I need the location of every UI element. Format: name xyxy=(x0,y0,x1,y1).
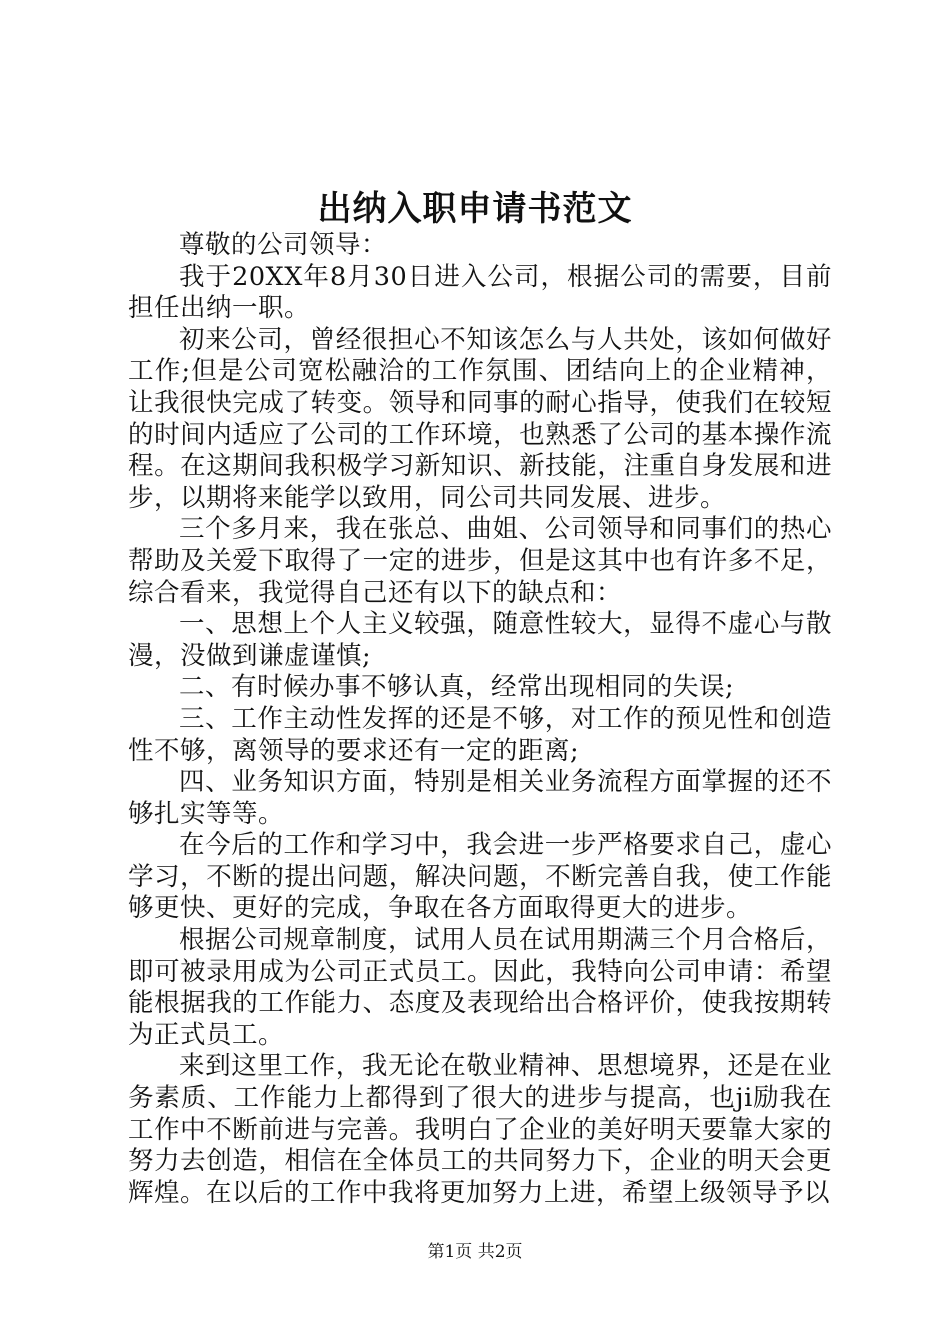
paragraph: 根据公司规章制度，试用人员在试用期满三个月合格后，即可被录用成为公司正式员工。因此，我特向公司申请：希望能根据我的工作能力、态度及表现给出合格评价，使我按期转为正式员工。 xyxy=(128,925,832,1050)
list-item: 一、思想上个人主义较强，随意性较大，显得不虚心与散漫，没做到谦虚谨慎; xyxy=(128,609,832,671)
page-title: 出纳入职申请书范文 xyxy=(317,189,633,229)
list-item: 三、工作主动性发挥的还是不够，对工作的预见性和创造性不够，离领导的要求还有一定的距离; xyxy=(128,703,832,766)
list-item: 二、有时候办事不够认真，经常出现相同的失误; xyxy=(179,672,735,703)
paragraph: 在今后的工作和学习中，我会进一步严格要求自己，虚心学习，不断的提出问题，解决问题，不断完善自我，使工作能够更快、更好的完成，争取在各方面取得更大的进步。 xyxy=(128,830,832,924)
paragraph: 三个多月来，我在张总、曲姐、公司领导和同事们的热心帮助及关爱下取得了一定的进步，但是这其中也有许多不足，综合看来，我觉得自己还有以下的缺点和： xyxy=(128,514,832,608)
page-footer: 第1页 共2页 xyxy=(427,1242,523,1262)
list-item: 四、业务知识方面，特别是相关业务流程方面掌握的还不够扎实等等。 xyxy=(128,767,832,829)
paragraph: 初来公司，曾经很担心不知该怎么与人共处，该如何做好工作;但是公司宽松融洽的工作氛围、团结向上的企业精神，让我很快完成了转变。领导和同事的耐心指导，使我们在较短的时间内适应了公司的工作环境，也熟悉了公司的基本操作流程。在这期间我积极学习新知识、新技能，注重自身发展和进步，以期将来能学以致用，同公司共同发展、进步。 xyxy=(128,324,832,513)
salutation: 尊敬的公司领导： xyxy=(179,230,388,260)
paragraph: 来到这里工作，我无论在敬业精神、思想境界，还是在业务素质、工作能力上都得到了很大的进步与提高，也ji励我在工作中不断前进与完善。我明白了企业的美好明天要靠大家的努力去创造，相信在全体员工的共同努力下，企业的明天会更辉煌。在以后的工作中我将更加努力上进，希望上级领导予以 xyxy=(128,1051,832,1208)
paragraph: 我于20XX年8月30日进入公司，根据公司的需要，目前担任出纳一职。 xyxy=(128,261,832,324)
document-body xyxy=(128,230,832,1209)
